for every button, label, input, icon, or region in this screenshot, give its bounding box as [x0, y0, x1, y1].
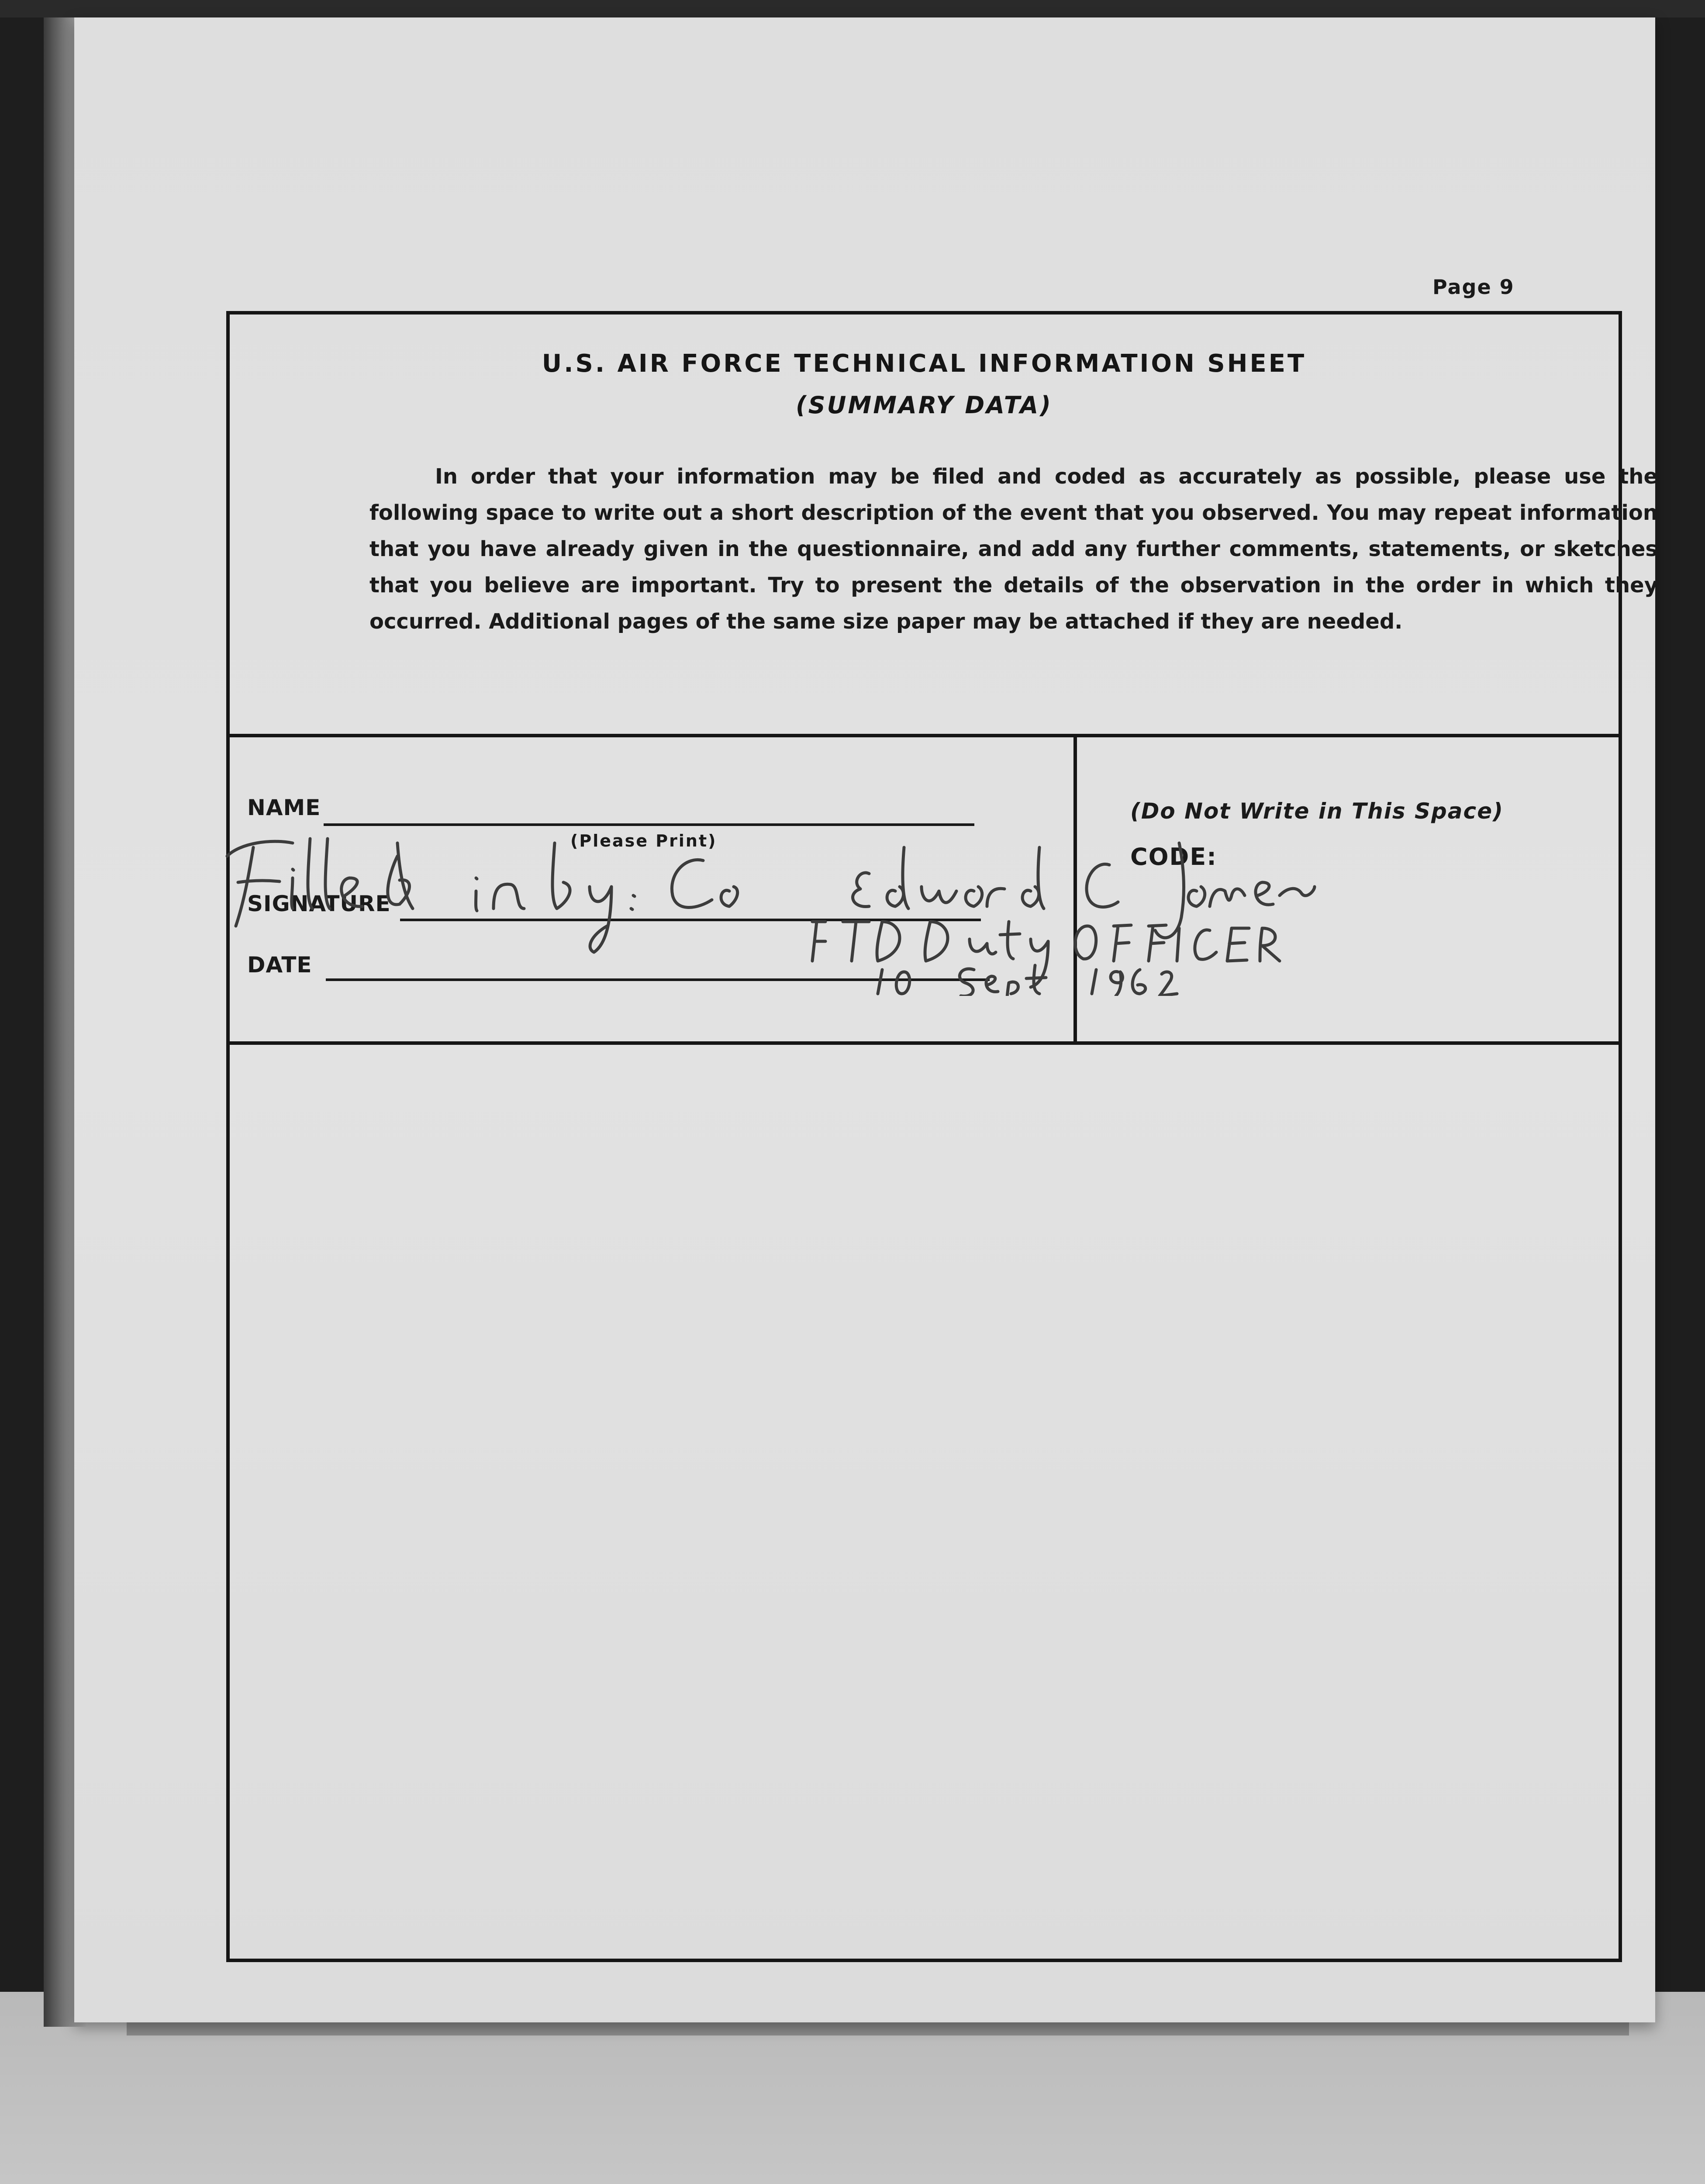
page-number: Page 9	[1432, 275, 1515, 299]
instructions-paragraph: In order that your information may be filed and coded as accurately as possible, please use the following space to write out a short description of the event that you observed. You may repeat information that you have already given in the questionnaire, and add any further comments, statements, or sketches that you believe are important. Try to present the details of the observation in the order in which they occurred. Additional pages of the same size paper may be attached if they are needed.	[369, 464, 1658, 634]
information-sheet-form	[226, 311, 1658, 1962]
handwritten-annotation	[162, 778, 1384, 996]
official-use-note: (Do Not Write in This Space)	[1130, 798, 1504, 824]
code-label: CODE:	[1130, 843, 1217, 871]
signature-label: SIGNATURE	[247, 891, 391, 916]
document-page	[74, 17, 1658, 2022]
name-label: NAME	[247, 795, 321, 820]
sheet-title: U.S. AIR FORCE TECHNICAL INFORMATION SHEET	[542, 349, 1307, 378]
name-hint: (Please Print)	[570, 831, 717, 850]
sheet-subtitle: (SUMMARY DATA)	[796, 391, 1053, 419]
section-divider	[230, 734, 1619, 737]
section-divider	[230, 1041, 1619, 1045]
scan-top-edge	[0, 0, 1705, 17]
date-label: DATE	[247, 952, 312, 978]
